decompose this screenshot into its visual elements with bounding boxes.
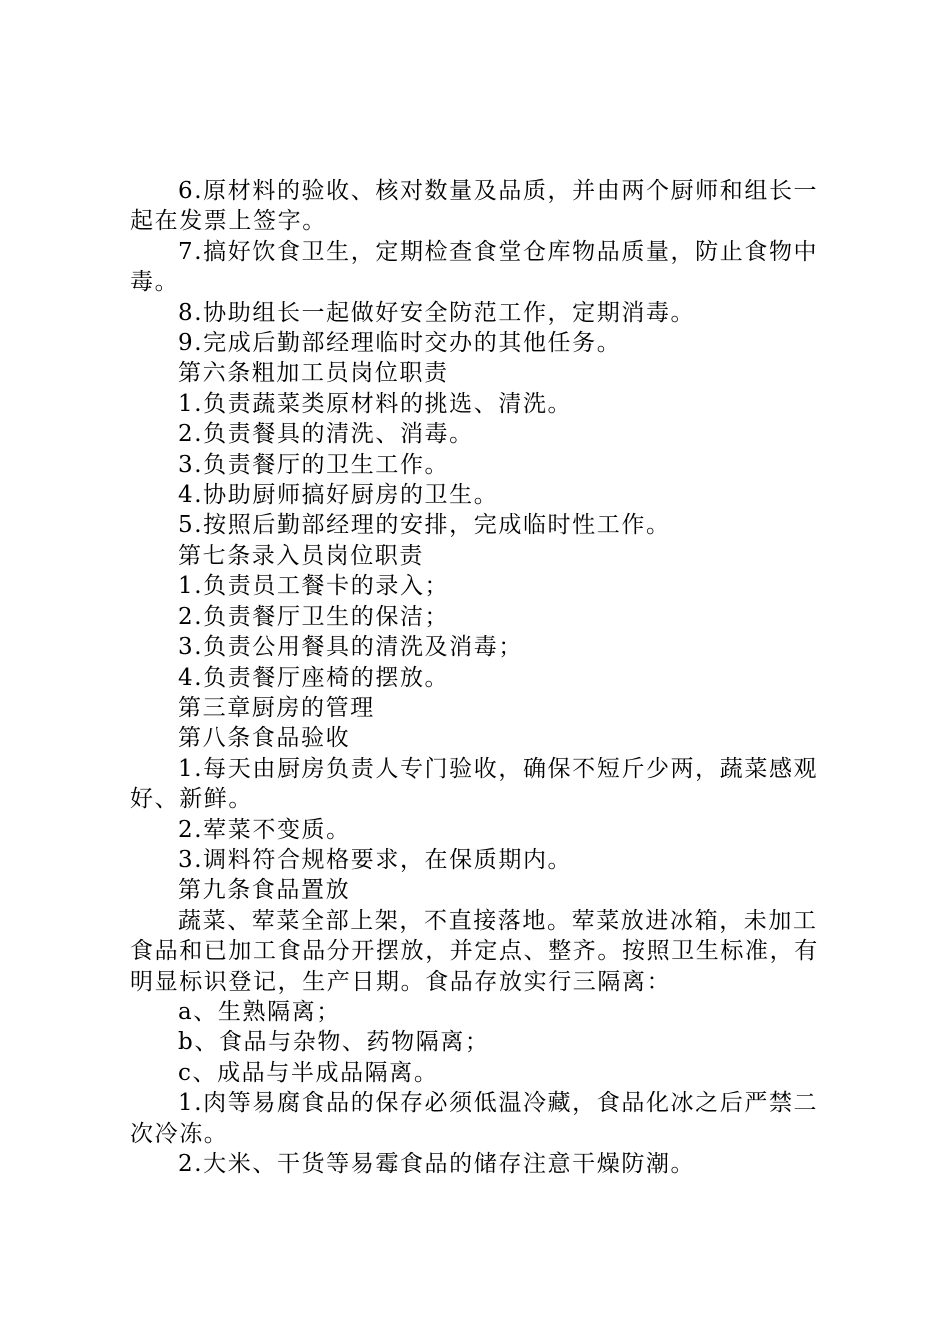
paragraph: 蔬菜、荤菜全部上架，不直接落地。荤菜放进冰箱，未加工食品和已加工食品分开摆放，并定点、整齐。按照卫生标准，有明显标识登记，生产日期。食品存放实行三隔离：: [130, 907, 819, 995]
section-heading: 第七条录入员岗位职责: [178, 542, 424, 569]
paragraph: 1.每天由厨房负责人专门验收，确保不短斤少两，蔬菜感观好、新鲜。: [130, 755, 819, 813]
paragraph: 5.按照后勤部经理的安排，完成临时性工作。: [178, 512, 671, 539]
paragraph: 4.负责餐厅座椅的摆放。: [178, 664, 450, 691]
document-body: [130, 176, 832, 1179]
paragraph: 6.原材料的验收、核对数量及品质，并由两个厨师和组长一起在发票上签字。: [130, 178, 819, 235]
paragraph: 3.负责餐厅的卫生工作。: [178, 451, 450, 478]
paragraph: 3.调料符合规格要求，在保质期内。: [178, 846, 573, 873]
section-heading: 第六条粗加工员岗位职责: [178, 360, 449, 387]
list-item: c、成品与半成品隔离。: [178, 1059, 439, 1086]
paragraph: 3.负责公用餐具的清洗及消毒；: [178, 634, 523, 661]
paragraph: 1.负责蔬菜类原材料的挑选、清洗。: [178, 390, 573, 417]
paragraph: 2.荤菜不变质。: [178, 816, 351, 843]
paragraph: 9.完成后勤部经理临时交办的其他任务。: [178, 330, 622, 357]
paragraph: 2.大米、干货等易霉食品的储存注意干燥防潮。: [178, 1151, 696, 1177]
paragraph: 8.协助组长一起做好安全防范工作，定期消毒。: [178, 299, 696, 326]
list-item: a、生熟隔离；: [178, 998, 341, 1025]
section-heading: 第八条食品验收: [178, 725, 351, 752]
list-item: b、食品与杂物、药物隔离；: [178, 1029, 490, 1056]
paragraph: 2.负责餐厅卫生的保洁；: [178, 603, 450, 630]
chapter-heading: 第三章厨房的管理: [178, 694, 375, 721]
paragraph: 2.负责餐具的清洗、消毒。: [178, 421, 474, 448]
paragraph: 1.负责员工餐卡的录入；: [178, 573, 450, 600]
paragraph: 7.搞好饮食卫生，定期检查食堂仓库物品质量，防止食物中毒。: [130, 238, 819, 296]
section-heading: 第九条食品置放: [178, 877, 351, 904]
paragraph: 4.协助厨师搞好厨房的卫生。: [178, 482, 499, 509]
paragraph: 1.肉等易腐食品的保存必须低温冷藏，食品化冰之后严禁二次冷冻。: [130, 1090, 819, 1147]
